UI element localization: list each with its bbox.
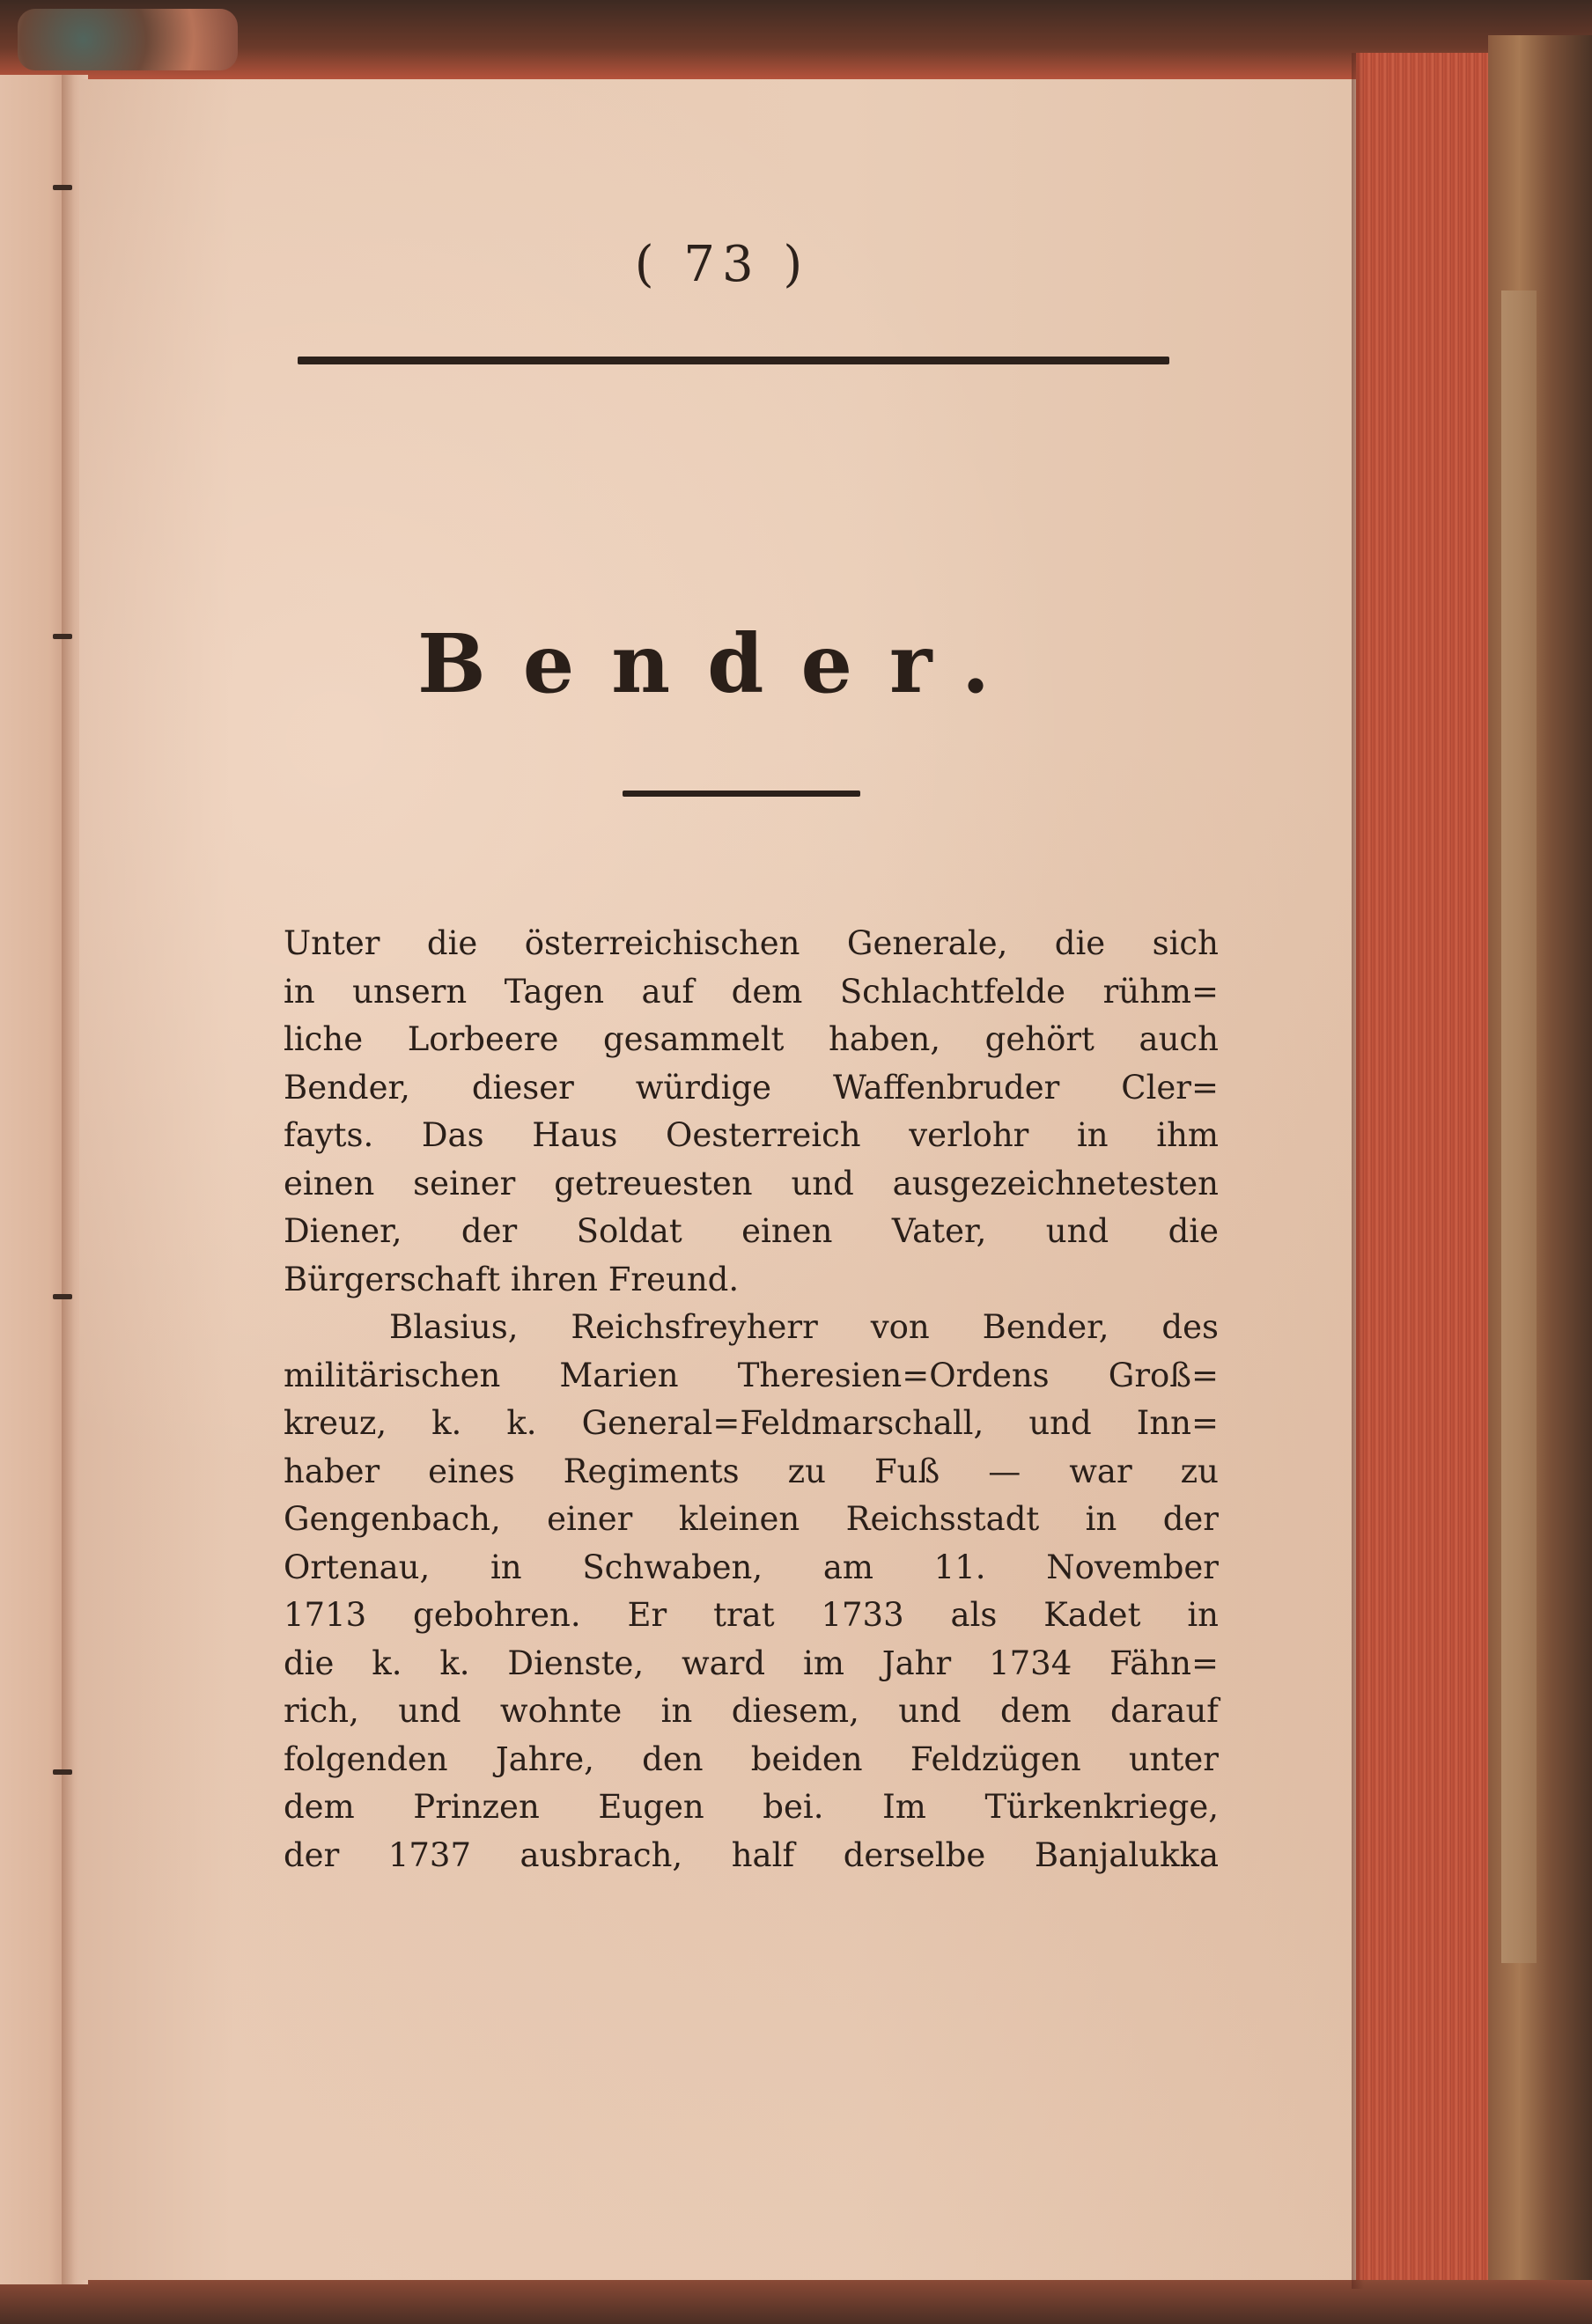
text-line: Gengenbach, einer kleinen Reichsstadt in der — [284, 1500, 1219, 1538]
text-line: in unsern Tagen auf dem Schlachtfelde rühm= — [284, 972, 1219, 1011]
fore-edge — [1356, 53, 1488, 2289]
text-line: kreuz, k. k. General=Feldmarschall, und Inn= — [284, 1404, 1219, 1442]
text-line: der 1737 ausbrach, half derselbe Banjalukka — [284, 1835, 1219, 1874]
text-line: militärischen Marien Theresien=Ordens Groß= — [284, 1356, 1219, 1394]
title-rule — [623, 791, 860, 797]
text-line: 1713 gebohren. Er trat 1733 als Kadet in — [284, 1596, 1219, 1634]
chapter-title: Bender. — [416, 616, 1028, 711]
back-board-inner — [1501, 290, 1537, 1963]
text-line: liche Lorbeere gesammelt haben, gehört auch — [284, 1020, 1219, 1058]
stitch-mark — [53, 1769, 72, 1775]
stitch-mark — [53, 1294, 72, 1299]
body-text — [284, 920, 1219, 1879]
page-edge-shadow — [1352, 53, 1364, 2289]
text-line: Unter die österreichischen Generale, die sich — [284, 924, 1219, 962]
text-line: haber eines Regiments zu Fuß — war zu — [284, 1452, 1219, 1490]
text-line: Diener, der Soldat einen Vater, und die — [284, 1212, 1219, 1250]
text-line: folgenden Jahre, den beiden Feldzügen unter — [284, 1739, 1219, 1778]
text-line: Bürgerschaft ihren Freund. — [284, 1260, 740, 1298]
headband — [18, 9, 238, 70]
text-line: Bender, dieser würdige Waffenbruder Cler= — [284, 1068, 1219, 1107]
page-number: ( 73 ) — [634, 236, 810, 293]
stitch-mark — [53, 185, 72, 190]
text-line: rich, und wohnte in diesem, und dem darauf — [284, 1692, 1219, 1730]
text-line: Blasius, Reichsfreyherr von Bender, des — [389, 1308, 1219, 1346]
stitch-mark — [53, 634, 72, 639]
header-rule — [298, 357, 1169, 364]
text-line: einen seiner getreuesten und ausgezeichnetesten — [284, 1164, 1219, 1202]
text-line: die k. k. Dienste, ward im Jahr 1734 Fähn= — [284, 1644, 1219, 1682]
text-line: Ortenau, in Schwaben, am 11. November — [284, 1548, 1219, 1586]
text-line: dem Prinzen Eugen bei. Im Türkenkriege, — [284, 1788, 1219, 1826]
text-line: fayts. Das Haus Oesterreich verlohr in ihm — [284, 1116, 1219, 1154]
left-page — [0, 75, 70, 2284]
